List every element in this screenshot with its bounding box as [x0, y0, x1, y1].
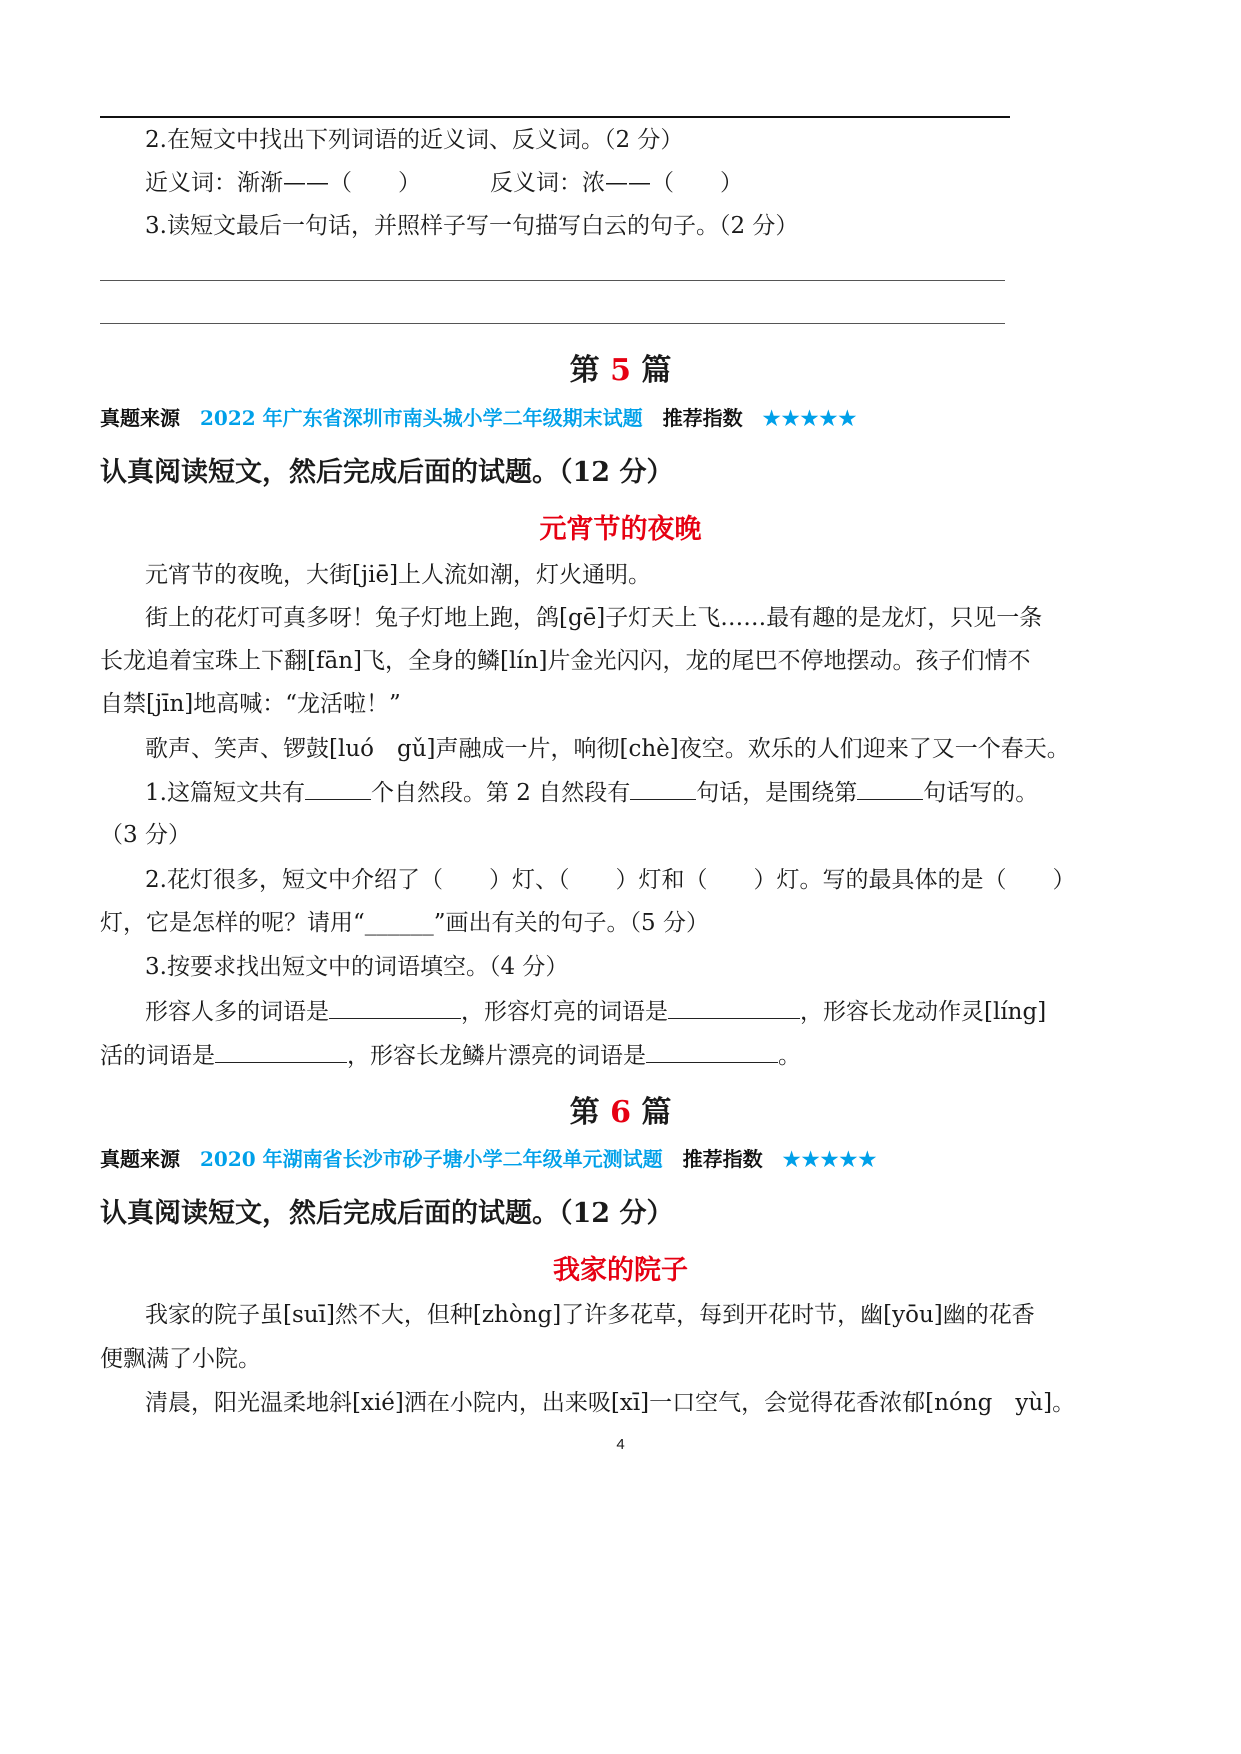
- rating-stars-icon: ★★★★★: [762, 406, 858, 430]
- fill-part-e: ，形容长龙鳞片漂亮的词语是: [347, 1043, 646, 1069]
- source-name: 2022 年广东省深圳市南头城小学二年级期末试题: [200, 406, 643, 430]
- fill-blank-bright[interactable]: [668, 996, 800, 1019]
- article-6-instruction: 认真阅读短文，然后完成后面的试题。（12 分）: [100, 1198, 674, 1229]
- article-6-source: [100, 1143, 877, 1172]
- article-5-paragraph-1: 元宵节的夜晚，大街[jiē]上人流如潮，灯火通明。: [145, 562, 652, 588]
- article-5-instruction: 认真阅读短文，然后完成后面的试题。（12 分）: [100, 457, 674, 488]
- fill-part-a: 形容人多的词语是: [145, 999, 329, 1025]
- q1-part-d: 句话写的。: [923, 780, 1039, 806]
- heading-prefix: 第: [569, 353, 611, 388]
- article-5-paragraph-2-line-1: 街上的花灯可真多呀！兔子灯地上跑，鸽[gē]子灯天上飞……最有趣的是龙灯，只见一条: [145, 605, 1043, 631]
- fill-part-b: ，形容灯亮的词语是: [461, 999, 668, 1025]
- article-5-question-1-score: （3 分）: [100, 822, 191, 848]
- heading-number: 6: [610, 1095, 631, 1130]
- article-5-paragraph-2-line-3: 自禁[jīn]地高喊：“龙活啦！”: [100, 691, 401, 717]
- heading-suffix: 篇: [630, 353, 672, 388]
- rating-label: 推荐指数: [662, 406, 743, 430]
- article-5-heading: [0, 345, 1241, 389]
- heading-number: 5: [610, 353, 631, 388]
- synonym-question: 近义词：渐渐——（ ）: [145, 170, 421, 196]
- article-6-paragraph-2: 清晨，阳光温柔地斜[xié]洒在小院内，出来吸[xī]一口空气，会觉得花香浓郁[nóng yù]。: [145, 1390, 1076, 1416]
- source-name: 2020 年湖南省长沙市砂子塘小学二年级单元测试题: [200, 1147, 663, 1171]
- fill-part-c: ，形容长龙动作灵[líng]: [800, 999, 1047, 1025]
- answer-line-2[interactable]: [100, 323, 1005, 324]
- source-label: 真题来源: [100, 1147, 180, 1171]
- article-5-question-2-line-1: 2.花灯很多，短文中介绍了（ ）灯、（ ）灯和（ ）灯。写的最具体的是（ ）: [145, 867, 1076, 893]
- article-6-title: 我家的院子: [553, 1255, 688, 1286]
- article-6-paragraph-1-line-1: 我家的院子虽[suī]然不大，但种[zhòng]了许多花草，每到开花时节，幽[yōu]幽的花香: [145, 1302, 1035, 1328]
- article-5-paragraph-2-line-2: 长龙追着宝珠上下翻[fān]飞，全身的鳞[lín]片金光闪闪，龙的尾巴不停地摆动。孩子们情不: [100, 648, 1031, 674]
- q1-part-b: 个自然段。第 2 自然段有: [370, 780, 631, 806]
- heading-prefix: 第: [569, 1095, 611, 1130]
- q1-blank-2[interactable]: [630, 777, 696, 800]
- article-5-question-2-line-2: 灯，它是怎样的呢？请用“______”画出有关的句子。（5 分）: [100, 910, 709, 936]
- article-5-fill-line-2: [100, 1040, 801, 1071]
- heading-suffix: 篇: [630, 1095, 672, 1130]
- antonym-question: 反义词：浓——（ ）: [490, 170, 743, 196]
- fill-blank-agile[interactable]: [215, 1040, 347, 1063]
- top-rule: [100, 116, 1010, 118]
- article-5-paragraph-3: 歌声、笑声、锣鼓[luó gǔ]声融成一片，响彻[chè]夜空。欢乐的人们迎来了又一个春天。: [145, 736, 1070, 762]
- article-5-question-3: 3.按要求找出短文中的词语填空。（4 分）: [145, 954, 569, 980]
- rating-label: 推荐指数: [682, 1147, 763, 1171]
- page-number: 4: [616, 1436, 625, 1453]
- article-5-fill-line-1: [145, 996, 1046, 1027]
- question-2-text: 2.在短文中找出下列词语的近义词、反义词。（2 分）: [145, 127, 684, 153]
- fill-part-d: 活的词语是: [100, 1043, 215, 1069]
- article-5-question-1: [145, 777, 1038, 808]
- source-label: 真题来源: [100, 406, 180, 430]
- article-6-heading: [0, 1087, 1241, 1131]
- q1-part-a: 1.这篇短文共有: [145, 780, 305, 806]
- question-3-text: 3.读短文最后一句话，并照样子写一句描写白云的句子。（2 分）: [145, 213, 799, 239]
- article-6-paragraph-1-line-2: 便飘满了小院。: [100, 1346, 261, 1372]
- fill-part-f: 。: [778, 1043, 801, 1069]
- answer-line-1[interactable]: [100, 280, 1005, 281]
- q1-part-c: 句话，是围绕第: [696, 780, 858, 806]
- article-5-source: [100, 402, 857, 431]
- rating-stars-icon: ★★★★★: [782, 1147, 878, 1171]
- q1-blank-3[interactable]: [857, 777, 923, 800]
- fill-blank-scales[interactable]: [646, 1040, 778, 1063]
- article-5-title: 元宵节的夜晚: [539, 514, 702, 545]
- fill-blank-crowd[interactable]: [329, 996, 461, 1019]
- q1-blank-1[interactable]: [305, 777, 371, 800]
